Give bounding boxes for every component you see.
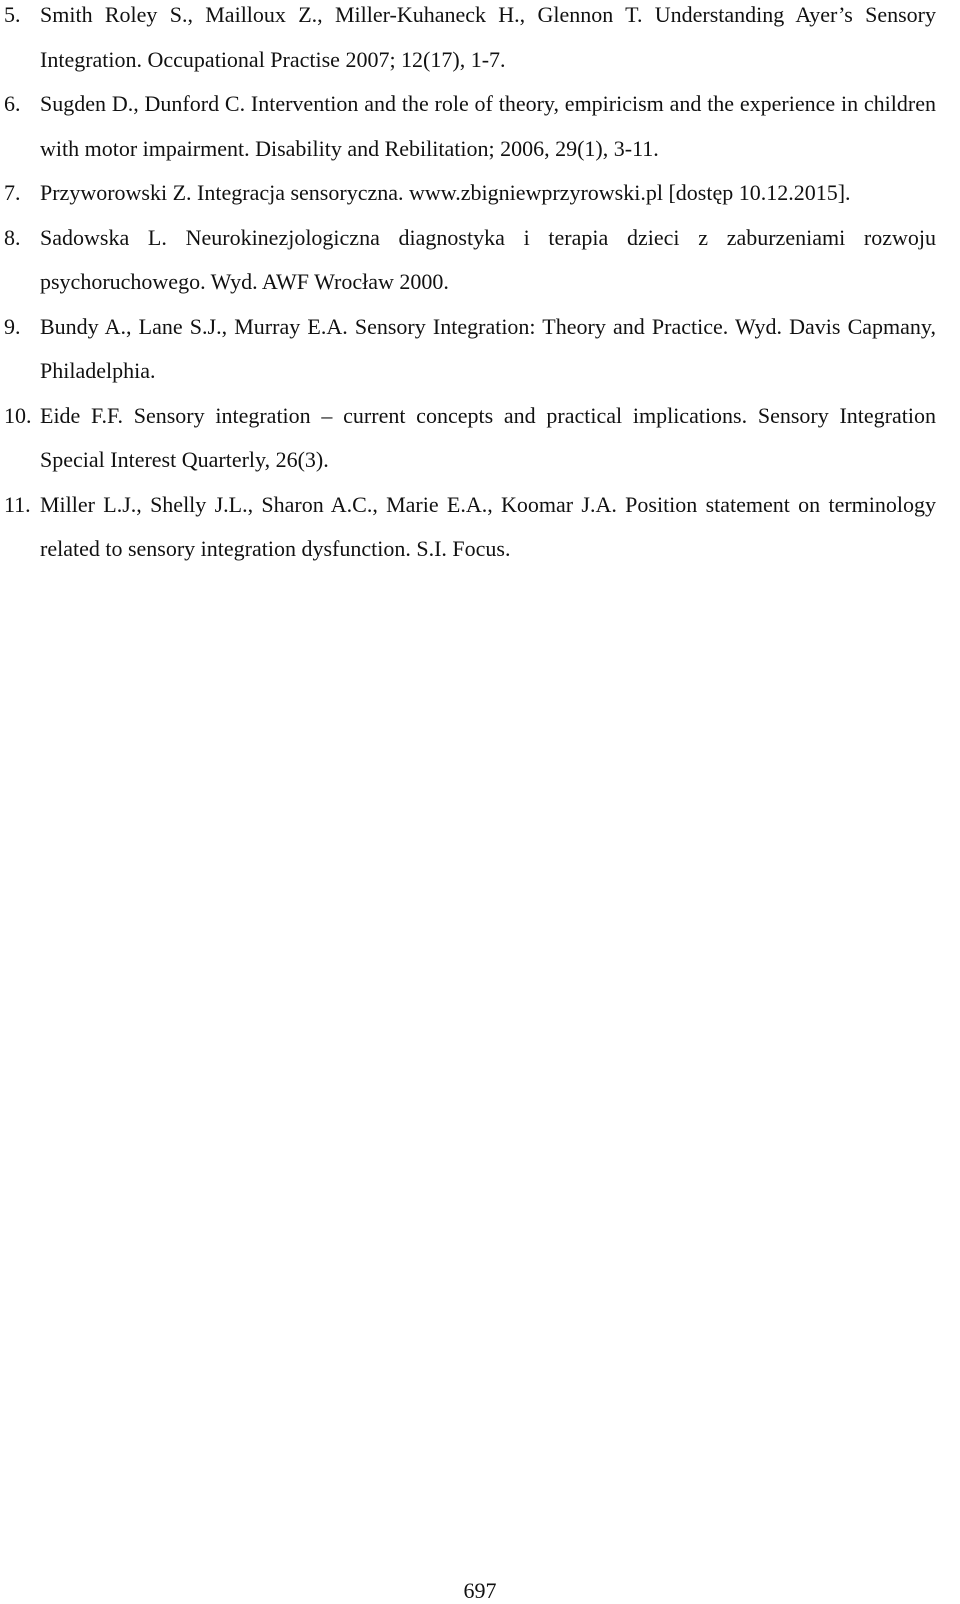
reference-text: Bundy A., Lane S.J., Murray E.A. Sensory Integration: Theory and Practice. Wyd. Davis Capmany, Philadelphia. [40, 313, 936, 383]
reference-text: Sadowska L. Neurokinezjologiczna diagnostyka i terapia dzieci z zaburzeniami rozwoju psychoruchowego. Wyd. AWF Wrocław 2000. [40, 224, 936, 294]
reference-number: 6. [4, 91, 21, 116]
reference-number: 10. [4, 402, 32, 428]
reference-text: Eide F.F. Sensory integration – current concepts and practical implications. Sensory Integration Special Interest Quarterly, 26(3). [40, 402, 936, 472]
reference-item [0, 0, 960, 82]
reference-item [0, 483, 960, 572]
reference-item [0, 171, 960, 216]
page-number: 697 [463, 1578, 497, 1603]
reference-item [0, 394, 960, 483]
reference-number: 5. [4, 2, 21, 27]
reference-list [0, 0, 960, 572]
reference-item [0, 82, 960, 171]
reference-text: Smith Roley S., Mailloux Z., Miller-Kuhaneck H., Glennon T. Understanding Ayer’s Sensory Integration. Occupational Practise 2007; 12(17), 1-7. [40, 2, 936, 72]
reference-item [0, 216, 960, 305]
reference-text: Sugden D., Dunford C. Intervention and the role of theory, empiricism and the experience in children with motor impairment. Disability and Rebilitation; 2006, 29(1), 3-11. [40, 91, 936, 161]
reference-text: Przyworowski Z. Integracja sensoryczna. www.zbigniewprzyrowski.pl [dostęp 10.12.2015]. [40, 180, 851, 205]
reference-text: Miller L.J., Shelly J.L., Sharon A.C., Marie E.A., Koomar J.A. Position statement on terminology related to sensory integration dysfunction. S.I. Focus. [40, 491, 936, 561]
reference-number: 9. [4, 313, 21, 339]
reference-number: 11. [4, 491, 31, 517]
reference-number: 7. [4, 180, 21, 205]
reference-number: 8. [4, 224, 21, 250]
reference-item [0, 305, 960, 394]
